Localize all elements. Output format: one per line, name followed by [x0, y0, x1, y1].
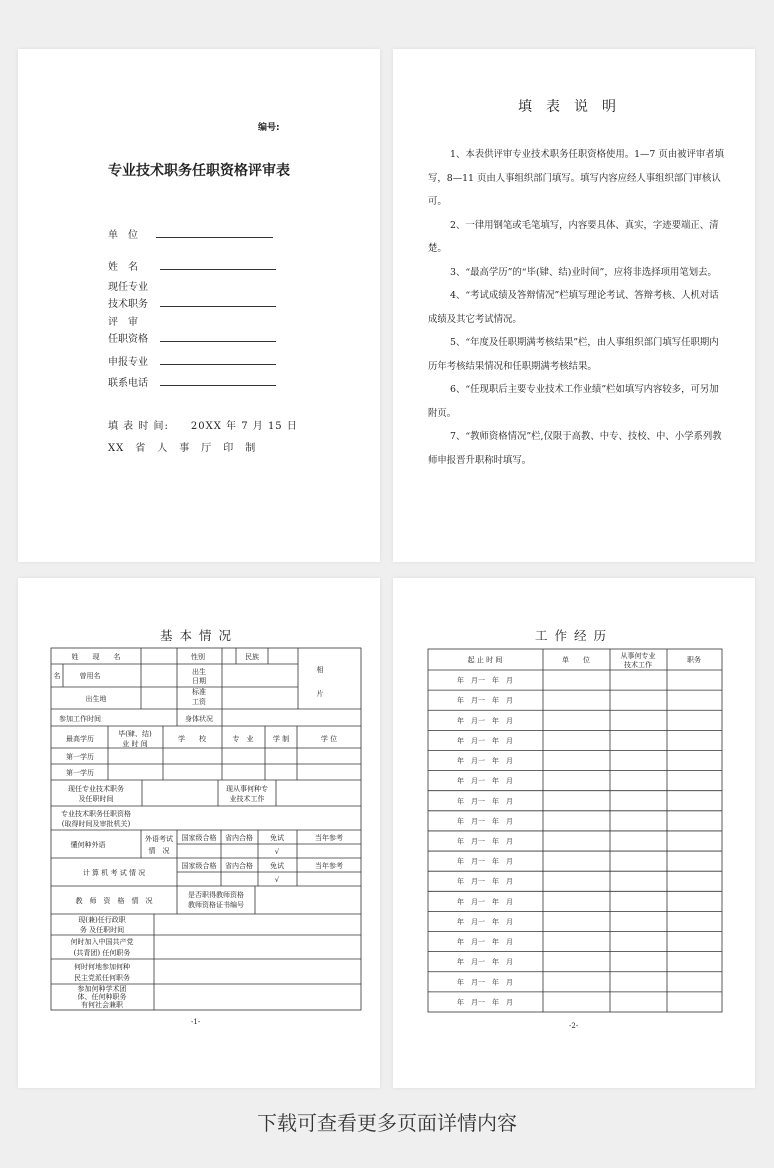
label-photo-1: 相	[316, 666, 324, 674]
label-lang: 懂何种外语	[70, 841, 106, 849]
fill-time: 填 表 时 间: 20XX 年 7 月 15 日	[108, 421, 298, 432]
instruction-item: 2、一律用钢笔或毛笔填写，内容要具体、真实，字迹要端正、清楚。	[428, 219, 719, 254]
work-row-period: 年 月一 年 月	[457, 736, 513, 745]
instruction-item: 6、“任现职后主要专业技术工作业绩”栏如填写内容较多，可另加附页。	[428, 384, 719, 419]
label-major: 专 业	[232, 735, 254, 743]
label-edu: 最高学历	[66, 735, 94, 743]
instruction-item: 1、本表供评审专业技术职务任职资格使用。1—7 页由被评审者填写，8—11 页由人事组织部门填写。填写内容应经人事组织部门审核认可。	[428, 149, 725, 207]
label-grad-1: 毕(肄、结)	[118, 730, 152, 738]
label-soc-3: 有何社会兼职	[81, 1001, 123, 1009]
work-row-period: 年 月一 年 月	[457, 837, 513, 846]
check-mark-1: √	[274, 848, 280, 856]
work-row-period: 年 月一 年 月	[457, 817, 513, 826]
work-history-page	[393, 578, 755, 1088]
label-birth-1: 出生	[192, 668, 206, 676]
basic-info-title: 基本情况	[159, 628, 238, 643]
page-number: -1-	[191, 1018, 201, 1026]
header-engaged-2: 技术工作	[624, 661, 652, 669]
label-computer: 计 算 机 考 试 情 况	[82, 869, 146, 877]
work-row-period: 年 月一 年 月	[457, 897, 513, 906]
work-row-period: 年 月一 年 月	[457, 777, 513, 786]
work-row-period: 年 月一 年 月	[457, 978, 513, 987]
instruction-item: 4、“考试成绩及答辩情况”栏填写理论考试、答辩考核、人机对话成绩及其它考试情况。	[428, 290, 719, 325]
label-std-2: 工资	[192, 698, 206, 706]
review-label-2: 任职资格	[108, 334, 148, 345]
header-unit: 单 位	[562, 656, 590, 664]
label-qual-2: (取得时间及审批机关)	[61, 820, 131, 828]
label-name: 姓 现 名	[71, 653, 121, 661]
work-row-period: 年 月一 年 月	[457, 676, 513, 685]
review-label-1: 评 审	[108, 317, 138, 328]
label-cur-post-2: 及任职时间	[78, 795, 114, 803]
label-exam-1: 外语考试	[145, 835, 173, 843]
label-school: 学 校	[178, 735, 206, 743]
work-row-period: 年 月一 年 月	[457, 998, 513, 1007]
label-party-1: 何时加入中国共产党	[70, 938, 134, 946]
label-work-time: 参加工作时间	[59, 715, 101, 723]
label-cur-work-1: 现从事何种专	[226, 785, 268, 793]
work-history-title: 工作经历	[534, 628, 613, 643]
label-provincial-2: 省内合格	[225, 862, 253, 870]
major-label: 申报专业	[108, 357, 148, 368]
download-footer: 下载可查看更多页面详情内容	[257, 1111, 517, 1135]
label-party-2: (共青团) 任何职务	[73, 949, 131, 957]
instruction-item: 5、“年度及任职期满考核结果”栏，由人事组织部门填写任职期内历年考核结果情况和任职期满考核结果。	[428, 337, 719, 372]
label-birth-2: 日期	[192, 677, 206, 685]
basic-info-table	[18, 578, 380, 1088]
work-row-period: 年 月一 年 月	[457, 938, 513, 947]
form-title: 专业技术职务任职资格评审表	[108, 163, 290, 179]
instructions-list	[428, 143, 728, 472]
work-row-period: 年 月一 年 月	[457, 696, 513, 705]
label-national-1: 国家级合格	[181, 834, 217, 842]
label-year-ref-2: 当年参考	[315, 862, 343, 870]
label-provincial-1: 省内合格	[225, 834, 253, 842]
label-exam-2: 情 况	[148, 847, 170, 855]
phone-line	[160, 384, 276, 386]
label-qual-1: 专业技术职务任职资格	[61, 810, 131, 818]
name-line	[160, 268, 276, 270]
label-admin-1: 现(兼)任行政职	[78, 916, 126, 924]
work-row-period: 年 月一 年 月	[457, 958, 513, 967]
work-row-period: 年 月一 年 月	[457, 917, 513, 926]
label-soc-1: 参加何种学术团	[77, 985, 127, 993]
label-health: 身体状况	[185, 715, 213, 723]
label-teacher-q-2: 教师资格证书编号	[188, 901, 244, 909]
label-ethnic: 民族	[245, 653, 259, 661]
label-exempt-1: 免试	[270, 834, 284, 842]
label-cur-post-1: 现任专业技术职务	[68, 785, 124, 793]
label-admin-2: 务 及任职时间	[79, 926, 125, 934]
instruction-item: 7、“教师资格情况”栏,仅限于高教、中专、技校、中、小学系列教师申报晋升职称时填写。	[428, 431, 722, 466]
label-name-char: 名	[53, 672, 61, 680]
cover-page	[18, 49, 380, 562]
label-teacher: 教 师 资 格 情 况	[75, 897, 153, 905]
current-post-line	[160, 305, 276, 307]
label-photo-2: 片	[316, 690, 324, 698]
current-post-label-1: 现任专业	[108, 282, 148, 293]
label-cur-work-2: 业技术工作	[229, 795, 265, 803]
printer-note: XX 省 人 事 厅 印 制	[108, 443, 257, 454]
work-row-period: 年 月一 年 月	[457, 877, 513, 886]
header-post: 职务	[687, 656, 701, 664]
label-soc-2: 体、任何种职务	[77, 993, 127, 1001]
major-line	[160, 363, 276, 365]
work-history-table	[393, 578, 755, 1088]
unit-label: 单 位	[108, 230, 138, 241]
instructions-page	[393, 49, 755, 562]
label-dem-1: 何时何地参加何种	[74, 963, 130, 971]
current-post-label-2: 技术职务	[108, 299, 148, 310]
header-engaged-1: 从事何专业	[620, 652, 656, 660]
header-period: 起 止 时 间	[467, 656, 503, 664]
label-grad-2: 业 时 间	[122, 740, 148, 748]
work-row-period: 年 月一 年 月	[457, 797, 513, 806]
label-national-2: 国家级合格	[181, 862, 217, 870]
work-row-period: 年 月一 年 月	[457, 716, 513, 725]
name-label: 姓 名	[108, 262, 138, 273]
check-mark-2: √	[274, 876, 280, 884]
review-line	[160, 340, 276, 342]
work-row-period: 年 月一 年 月	[457, 757, 513, 766]
label-dem-2: 民主党派任何职务	[74, 974, 130, 982]
basic-info-page	[18, 578, 380, 1088]
page-number: -2-	[569, 1022, 579, 1030]
instructions-title: 填表说明	[518, 99, 630, 115]
label-system: 学 制	[272, 735, 290, 743]
phone-label: 联系电话	[108, 378, 148, 389]
label-gender: 性别	[191, 653, 205, 661]
instruction-item: 3、“最高学历”的“毕(肄、结)业时间”，应将非选择项用笔划去。	[450, 266, 717, 278]
label-first-deg-2: 第一学历	[66, 769, 94, 777]
label-teacher-q-1: 是否职得教师资格	[188, 891, 244, 899]
label-year-ref-1: 当年参考	[315, 834, 343, 842]
label-used-name: 曾用名	[79, 672, 101, 680]
label-exempt-2: 免试	[270, 862, 284, 870]
label-std-1: 标准	[192, 688, 206, 696]
unit-line	[156, 236, 273, 238]
label-first-deg-1: 第一学历	[66, 753, 94, 761]
serial-number-label: 编号:	[258, 123, 280, 133]
work-row-period: 年 月一 年 月	[457, 857, 513, 866]
label-birthplace: 出生地	[85, 695, 107, 703]
label-degree: 学 位	[320, 735, 338, 743]
